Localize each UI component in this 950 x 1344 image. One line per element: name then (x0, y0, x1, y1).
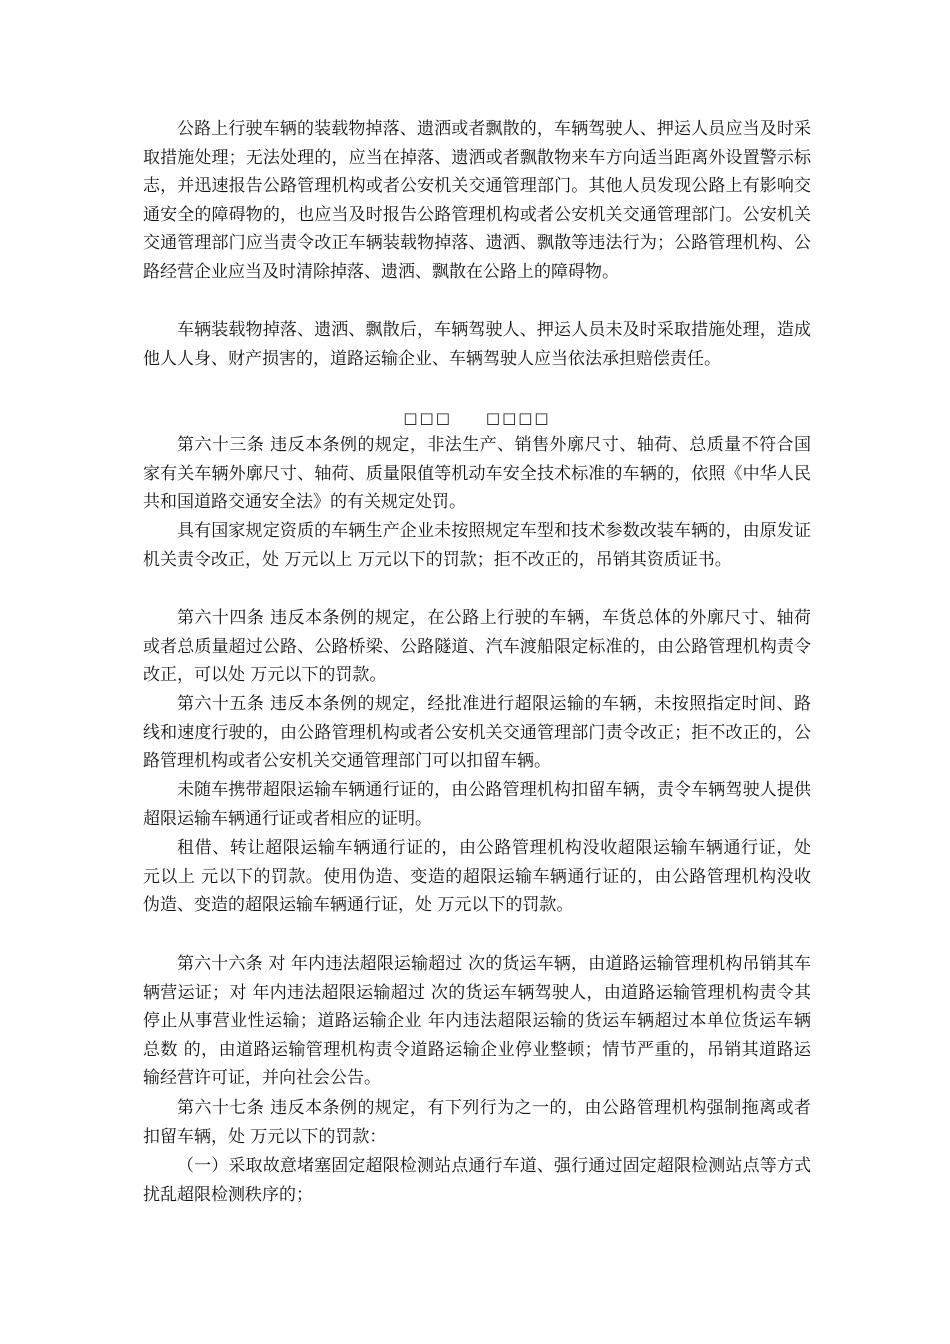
garbled-heading-part-2: □□□□ (485, 409, 551, 427)
article-65-clause-2: 未随车携带超限运输车辆通行证的，由公路管理机构扣留车辆，责令车辆驾驶人提供超限运输车辆通行证或者相应的证明。 (143, 780, 811, 829)
article-67: 第六十七条 违反本条例的规定，有下列行为之一的，由公路管理机构强制拖离或者扣留车辆，处 万元以下的罚款： (143, 1098, 811, 1147)
article-63-clause-2: 具有国家规定资质的车辆生产企业未按照规定车型和技术参数改装车辆的，由原发证机关责令改正，处 万元以上 万元以下的罚款；拒不改正的，吊销其资质证书。 (143, 521, 811, 570)
article-65: 第六十五条 违反本条例的规定，经批准进行超限运输的车辆，未按照指定时间、路线和速度行驶的，由公路管理机构或者公安机关交通管理部门责令改正；拒不改正的，公路管理机构或者公安机关交通管理部门可以扣留车辆。 (143, 694, 811, 771)
article-67-item-1: （一）采取故意堵塞固定超限检测站点通行车道、强行通过固定超限检测站点等方式扰乱超限检测秩序的； (143, 1156, 811, 1205)
article-66: 第六十六条 对 年内违法超限运输超过 次的货运车辆，由道路运输管理机构吊销其车辆营运证；对 年内违法超限运输超过 次的货运车辆驾驶人，由道路运输管理机构责令其停止从事营业性运输；道路运输企业 年内违法超限运输的货运车辆超过本单位货运车辆总数 的，由道路运输管理机构责令道路运输企业停业整顿；情节严重的，吊销其道路运输经营许可证，并向社会公告。 (143, 954, 811, 1088)
garbled-heading (143, 404, 811, 433)
article-64: 第六十四条 违反本条例的规定，在公路上行驶的车辆，车货总体的外廓尺寸、轴荷或者总质量超过公路、公路桥梁、公路隧道、汽车渡船限定标准的，由公路管理机构责令改正，可以处 万元以下的罚款。 (143, 608, 811, 685)
paragraph-cargo-spill: 公路上行驶车辆的装载物掉落、遗洒或者飘散的，车辆驾驶人、押运人员应当及时采取措施处理；无法处理的，应当在掉落、遗洒或者飘散物来车方向适当距离外设置警示标志，并迅速报告公路管理机构或者公安机关交通管理部门。其他人员发现公路上有影响交通安全的障碍物的，也应当及时报告公路管理机构或者公安机关交通管理部门。公安机关交通管理部门应当责令改正车辆装载物掉落、遗洒、飘散等违法行为；公路管理机构、公路经营企业应当及时清除掉落、遗洒、飘散在公路上的障碍物。 (143, 119, 811, 282)
paragraph-liability: 车辆装载物掉落、遗洒、飘散后，车辆驾驶人、押运人员未及时采取措施处理，造成他人人身、财产损害的，道路运输企业、车辆驾驶人应当依法承担赔偿责任。 (143, 320, 811, 369)
article-63: 第六十三条 违反本条例的规定，非法生产、销售外廓尺寸、轴荷、总质量不符合国家有关车辆外廓尺寸、轴荷、质量限值等机动车安全技术标准的车辆的，依照《中华人民共和国道路交通安全法》的有关规定处罚。 (143, 435, 811, 512)
article-65-clause-3: 租借、转让超限运输车辆通行证的，由公路管理机构没收超限运输车辆通行证，处 元以上 元以下的罚款。使用伪造、变造的超限运输车辆通行证的，由公路管理机构没收伪造、变造的超限运输车辆通行证，处 万元以下的罚款。 (143, 838, 811, 915)
garbled-heading-part-1: □□□ (403, 409, 452, 427)
